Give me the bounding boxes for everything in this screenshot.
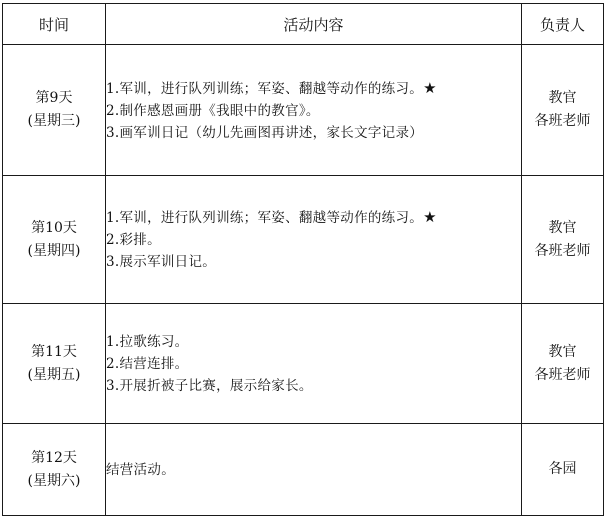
header-responsible: 负责人 — [522, 4, 604, 45]
day-cell — [3, 304, 106, 424]
schedule-table — [2, 3, 604, 516]
weekday-label: (星期四) — [27, 242, 81, 259]
responsible-cell — [522, 424, 604, 516]
header-row — [3, 4, 604, 45]
star-icon: ★ — [423, 78, 437, 97]
activities-cell — [106, 424, 522, 516]
day-cell — [3, 176, 106, 304]
activity-item: 1.军训，进行队列训练；军姿、翻越等动作的练习。★ — [106, 78, 437, 97]
activities-cell — [106, 176, 522, 304]
weekday-label: (星期五) — [27, 366, 81, 383]
table-row — [3, 304, 604, 424]
activity-item: 3.画军训日记（幼儿先画图再讲述，家长文字记录） — [106, 124, 424, 141]
day-cell — [3, 424, 106, 516]
header-activities: 活动内容 — [106, 4, 522, 45]
responsible-name: 各班老师 — [534, 366, 591, 383]
activity-item: 2.彩排。 — [106, 232, 161, 248]
activity-item: 1.拉歌练习。 — [106, 333, 189, 350]
activity-item: 2.制作感恩画册《我眼中的教官》。 — [106, 102, 320, 119]
activity-item: 1.军训，进行队列训练；军姿、翻越等动作的练习。★ — [106, 208, 437, 226]
table-row — [3, 424, 604, 516]
activities-cell — [106, 304, 522, 424]
day-label: 第12天 — [31, 449, 77, 466]
day-label: 第11天 — [31, 343, 77, 360]
table-row — [3, 176, 604, 304]
responsible-name: 教官 — [548, 90, 577, 106]
weekday-label: (星期三) — [27, 113, 81, 129]
table-row — [3, 45, 604, 176]
activity-item: 2.结营连排。 — [106, 355, 189, 372]
responsible-name: 教官 — [548, 219, 577, 236]
activity-item: 3.展示军训日记。 — [106, 254, 217, 270]
responsible-name: 各园 — [548, 461, 577, 477]
responsible-cell — [522, 304, 604, 424]
responsible-cell — [522, 45, 604, 176]
day-label: 第10天 — [31, 219, 77, 236]
header-time: 时间 — [3, 4, 106, 45]
day-label: 第9天 — [35, 90, 73, 106]
day-cell — [3, 45, 106, 176]
activities-cell — [106, 45, 522, 176]
responsible-name: 各班老师 — [534, 242, 591, 259]
responsible-cell — [522, 176, 604, 304]
star-icon: ★ — [423, 208, 437, 226]
activity-item: 结营活动。 — [106, 461, 175, 478]
responsible-name: 各班老师 — [534, 113, 591, 129]
weekday-label: (星期六) — [27, 472, 81, 489]
activity-item: 3.开展折被子比赛，展示给家长。 — [106, 377, 313, 394]
responsible-name: 教官 — [548, 343, 577, 360]
